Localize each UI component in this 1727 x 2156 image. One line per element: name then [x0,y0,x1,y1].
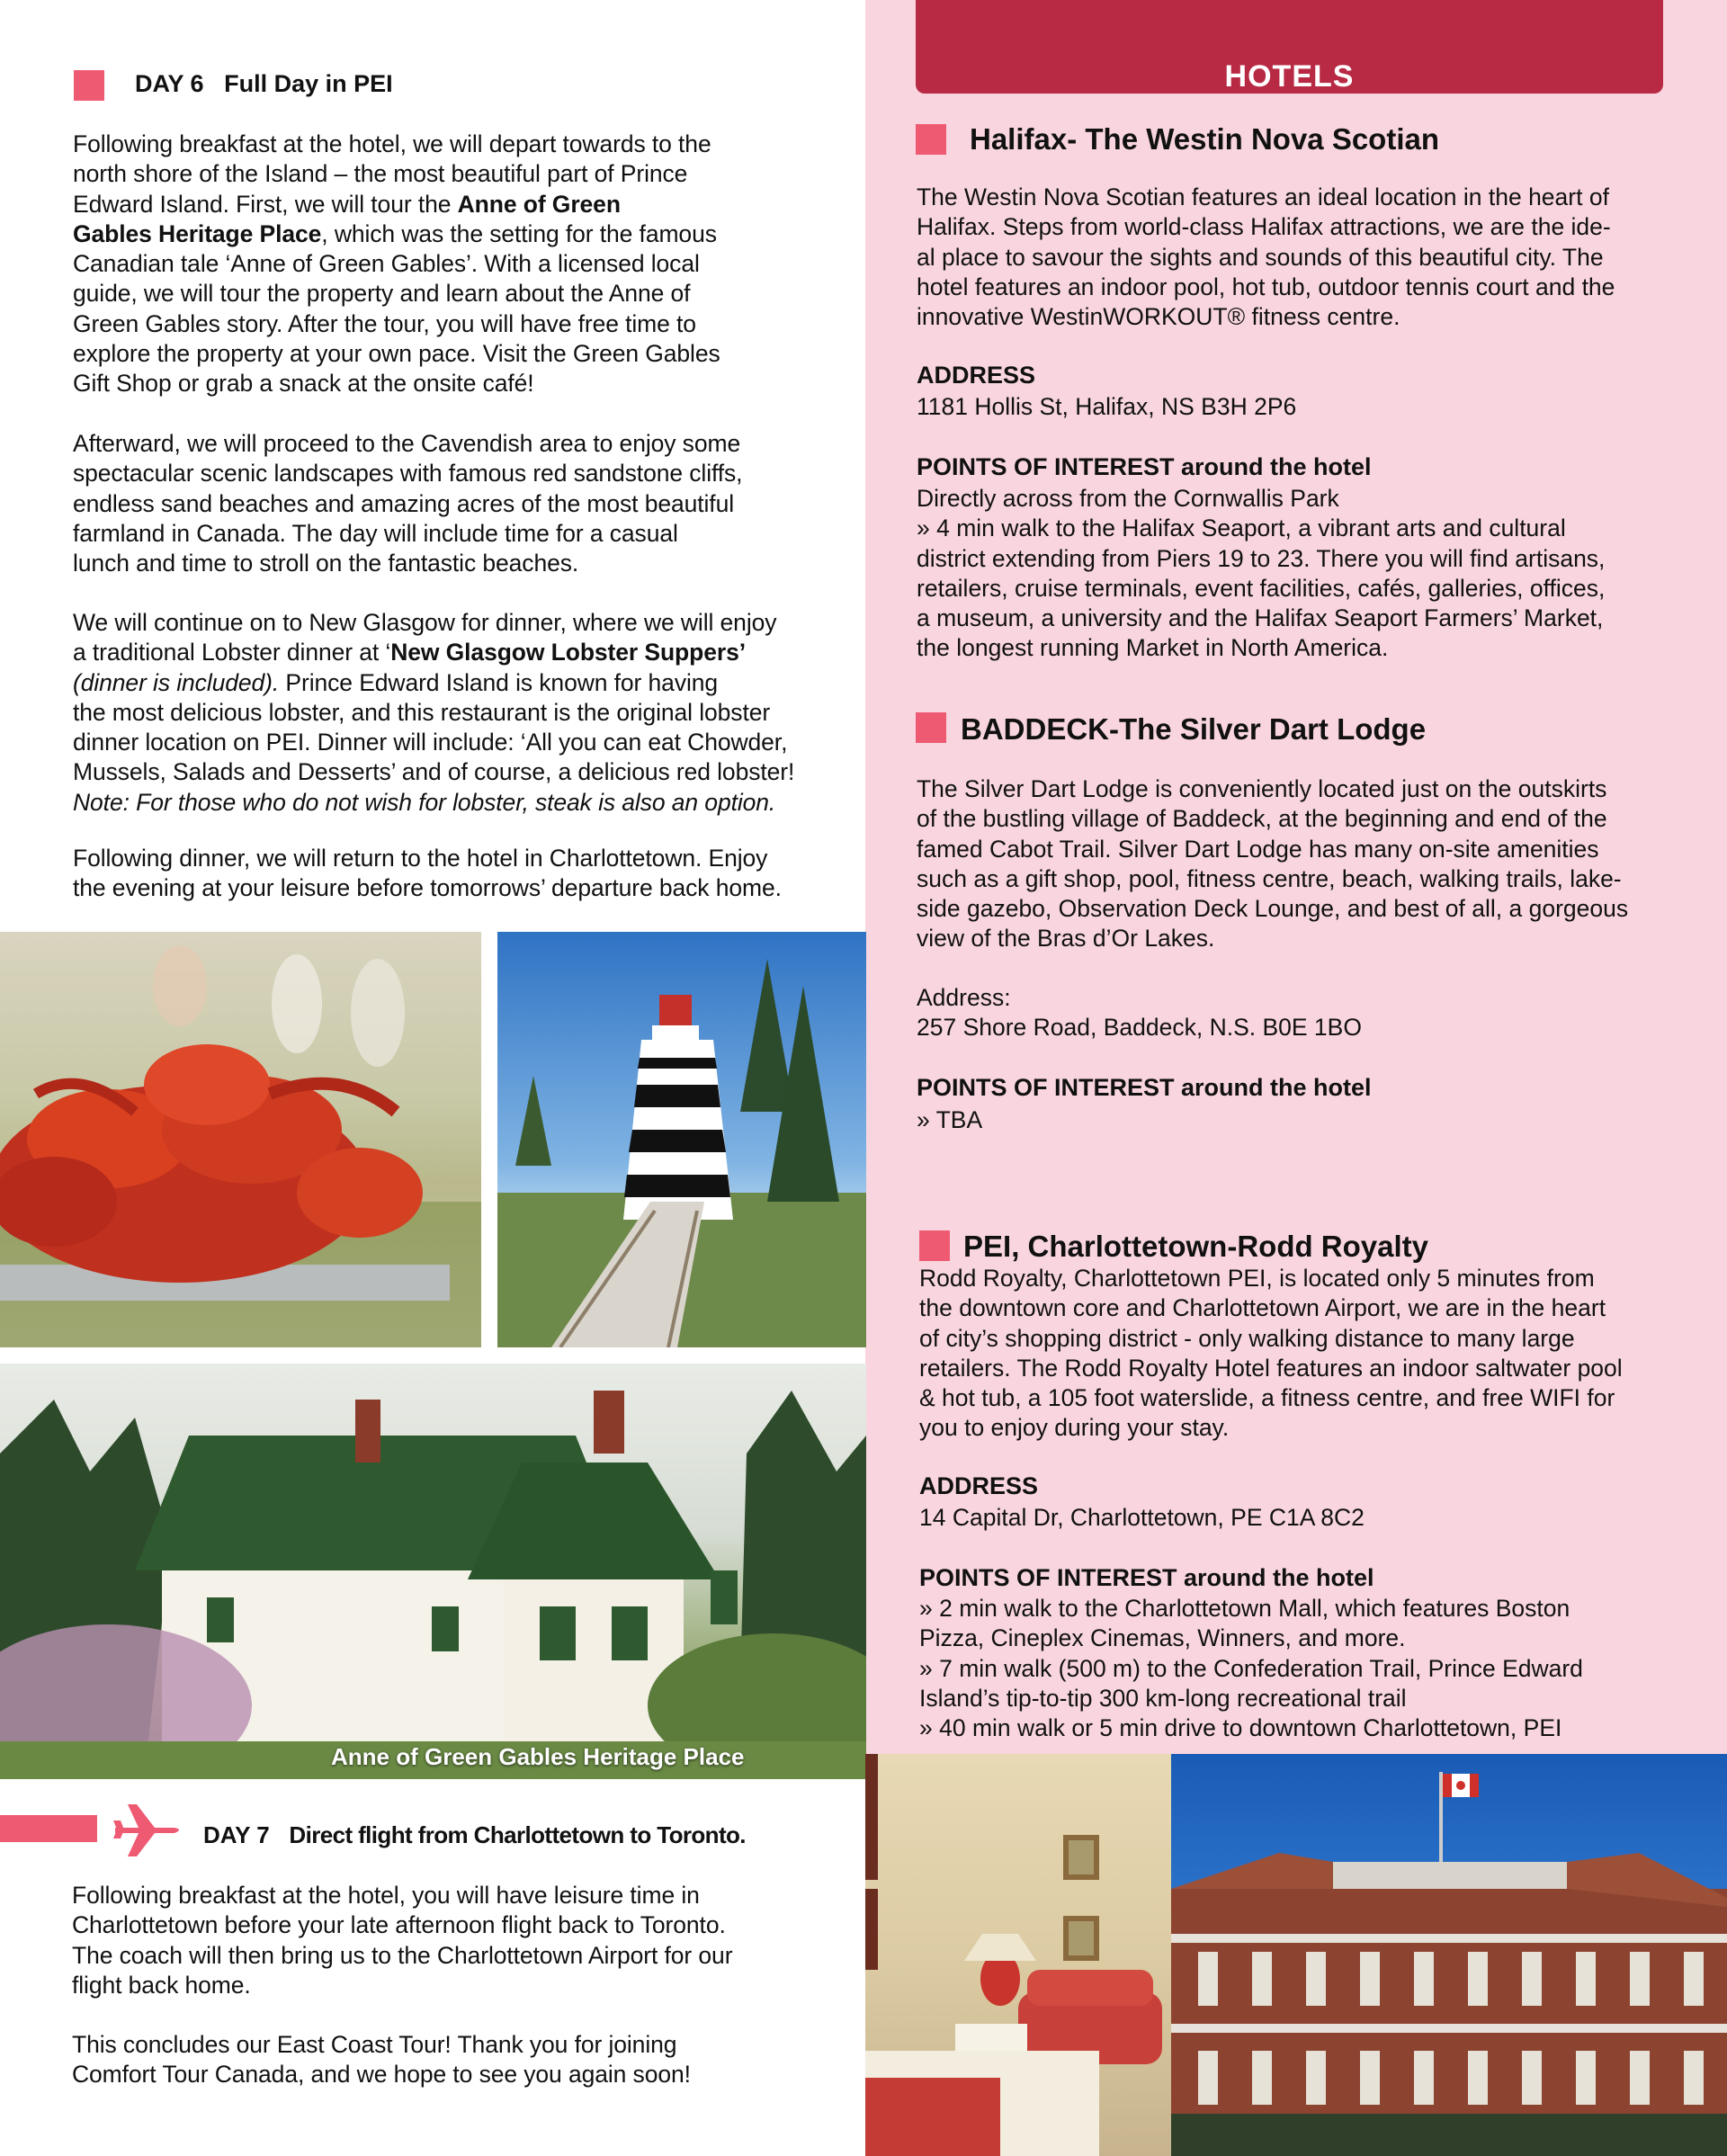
poi-item: retailers, cruise terminals, event facilities, cafés, galleries, offices, [917,574,1606,602]
text-line: Following breakfast at the hotel, you will have leisure time in [72,1882,700,1909]
note-line: Note: For those who do not wish for lobster, steak is also an option. [73,788,776,816]
text-line: famed Cabot Trail. Silver Dart Lodge has many on-site amenities [917,835,1599,863]
pei-poi-list [919,1594,1720,1743]
halifax-poi-label: POINTS OF INTEREST around the hotel [917,453,1372,480]
day6-label: DAY 6 [135,70,204,97]
day6-paragraph-1 [73,130,864,399]
text-line: & hot tub, a 105 foot waterslide, a fitness centre, and free WIFI for [919,1384,1615,1412]
halifax-title: Halifax- The Westin Nova Scotian [970,122,1440,156]
text-line: Afterward, we will proceed to the Cavendish area to enjoy some [73,430,741,457]
text-line: Following dinner, we will return to the hotel in Charlottetown. Enjoy [73,845,768,872]
halifax-marker [916,124,946,155]
text-line: dinner location on PEI. Dinner will include: ‘All you can eat Chowder, [73,729,788,756]
text-line: Charlottetown before your late afternoon flight back to Toronto. [72,1911,726,1939]
day7-bar [0,1815,97,1842]
poi-item: Pizza, Cineplex Cinemas, Winners, and more. [919,1624,1406,1652]
text-line: flight back home. [72,1971,251,1999]
day6-paragraph-4 [73,844,864,904]
text-line: the most delicious lobster, and this restaurant is the original lobster [73,698,771,726]
house-illustration [0,1364,866,1779]
day7-paragraph-2 [72,2030,864,2090]
day7-label: DAY 7 [203,1821,270,1848]
text-line: al place to savour the sights and sounds of this beautiful city. The [917,243,1604,271]
text-line: side gazebo, Observation Deck Lounge, and best of all, a gorgeous [917,895,1629,923]
hotel-room-photo [865,1754,1171,2156]
hotels-title: HOTELS [1224,59,1355,94]
text-line: Rodd Royalty, Charlottetown PEI, is located only 5 minutes from [919,1265,1595,1292]
day6-paragraph-3 [73,608,864,818]
restaurant-name: New Glasgow Lobster Suppers’ [390,639,746,666]
text-line: the evening at your leisure before tomorrows’ departure back home. [73,874,782,902]
text-line: The Westin Nova Scotian features an ideal location in the heart of [917,183,1609,210]
poi-item: Island’s tip-to-tip 300 km-long recreational trail [919,1684,1407,1712]
text-line: Canadian tale ‘Anne of Green Gables’. With a licensed local [73,250,700,278]
text-line: spectacular scenic landscapes with famous red sandstone cliffs, [73,460,743,488]
pei-poi-label: POINTS OF INTEREST around the hotel [919,1564,1374,1591]
poi-item: Directly across from the Cornwallis Park [917,485,1339,512]
halifax-poi-list [917,484,1717,664]
pei-address-label: ADDRESS [919,1472,1039,1499]
text-line: Comfort Tour Canada, and we hope to see you again soon! [72,2061,691,2089]
green-gables-photo [0,1364,866,1779]
text-line: explore the property at your own pace. Visit the Green Gables [73,340,720,368]
halifax-address-label: ADDRESS [917,362,1036,389]
day6-title: Full Day in PEI [224,70,393,97]
text-line: The Silver Dart Lodge is conveniently located just on the outskirts [917,775,1607,802]
baddeck-address-label: Address: [917,984,1011,1011]
airplane-icon [112,1801,185,1858]
text-line: view of the Bras d’Or Lakes. [917,925,1215,953]
text-line: you to enjoy during your stay. [919,1414,1230,1442]
halifax-address: 1181 Hollis St, Halifax, NS B3H 2P6 [917,393,1297,420]
lobster-illustration [0,932,481,1347]
text-line: north shore of the Island – the most beautiful part of Prince [73,160,688,188]
text-line: This concludes our East Coast Tour! Thank you for joining [72,2031,677,2058]
poi-item: » 40 min walk or 5 min drive to downtown Charlottetown, PEI [919,1714,1562,1742]
baddeck-address: 257 Shore Road, Baddeck, N.S. B0E 1BO [917,1014,1362,1041]
text-line: retailers. The Rodd Royalty Hotel features an indoor saltwater pool [919,1354,1623,1382]
text-line: Green Gables story. After the tour, you will have free time to [73,309,696,337]
pei-address: 14 Capital Dr, Charlottetown, PE C1A 8C2 [919,1504,1365,1531]
lighthouse-illustration [497,932,866,1347]
poi-item: » 7 min walk (500 m) to the Confederation Trail, Prince Edward [919,1654,1583,1682]
lighthouse-photo [497,932,866,1347]
baddeck-poi-list [917,1105,982,1135]
house-caption: Anne of Green Gables Heritage Place [331,1743,745,1770]
text-line: Following breakfast at the hotel, we will depart towards to the [73,130,711,157]
halifax-description [917,183,1708,332]
poi-item: » TBA [917,1106,983,1133]
text-line: We will continue on to New Glasgow for dinner, where we will enjoy [73,609,777,636]
text-line: lunch and time to stroll on the fantastic beaches. [73,550,579,577]
day6-marker [74,70,104,101]
pei-description [919,1264,1720,1444]
text-line: a traditional Lobster dinner at ‘New Glasgow Lobster Suppers’ [73,639,746,666]
hotel-room-illustration [865,1754,1171,2156]
poi-item: » 4 min walk to the Halifax Seaport, a vibrant arts and cultural [917,514,1566,542]
text-line: endless sand beaches and amazing acres of the most beautiful [73,489,734,517]
text-line: Edward Island. First, we will tour the Anne of Green [73,190,621,218]
building-illustration [1171,1754,1727,2156]
text-line: such as a gift shop, pool, fitness centre, beach, walking trails, lake- [917,864,1622,892]
day7-paragraph-1 [72,1881,864,2000]
baddeck-title: BADDECK-The Silver Dart Lodge [961,712,1427,746]
poi-item: » 2 min walk to the Charlottetown Mall, which features Boston [919,1595,1570,1622]
baddeck-description [917,774,1717,954]
text-line: The coach will then bring us to the Charlottetown Airport for our [72,1941,733,1969]
text-line: (dinner is included). Prince Edward Island is known for having [73,668,719,696]
pei-title: PEI, Charlottetown-Rodd Royalty [963,1230,1429,1263]
pei-marker [919,1230,950,1261]
day7-title: Direct flight from Charlottetown to Toronto. [289,1821,746,1848]
day7-heading [203,1821,746,1849]
text-line: of city’s shopping district - only walking distance to many large [919,1324,1575,1352]
text-line: hotel features an indoor pool, hot tub, outdoor tennis court and the [917,273,1615,300]
text-line: farmland in Canada. The day will include time for a casual [73,519,678,547]
anne-place-bold: Anne of Green [457,190,621,218]
baddeck-marker [916,712,946,743]
text-line: innovative WestinWORKOUT® fitness centre. [917,303,1400,331]
baddeck-poi-label: POINTS OF INTEREST around the hotel [917,1074,1372,1101]
text-line: guide, we will tour the property and learn about the Anne of [73,280,691,308]
text-line: the downtown core and Charlottetown Airport, we are in the heart [919,1294,1606,1322]
rodd-royalty-building-photo [1171,1754,1727,2156]
text-line: Gift Shop or grab a snack at the onsite café! [73,370,534,398]
poi-item: the longest running Market in North America. [917,634,1389,662]
text-line: Halifax. Steps from world-class Halifax attractions, we are the ide- [917,213,1611,241]
text-line: Mussels, Salads and Desserts’ and of course, a delicious red lobster! [73,758,795,786]
text-line: Gables Heritage Place, which was the setting for the famous [73,219,717,247]
poi-item: a museum, a university and the Halifax Seaport Farmers’ Market, [917,604,1604,632]
day6-paragraph-2 [73,429,864,578]
poi-item: district extending from Piers 19 to 23. There you will find artisans, [917,544,1606,572]
lobster-photo [0,932,481,1347]
text-line: of the bustling village of Baddeck, at the beginning and end of the [917,805,1607,833]
day6-heading [135,70,393,98]
anne-place-bold-2: Gables Heritage Place [73,219,322,247]
